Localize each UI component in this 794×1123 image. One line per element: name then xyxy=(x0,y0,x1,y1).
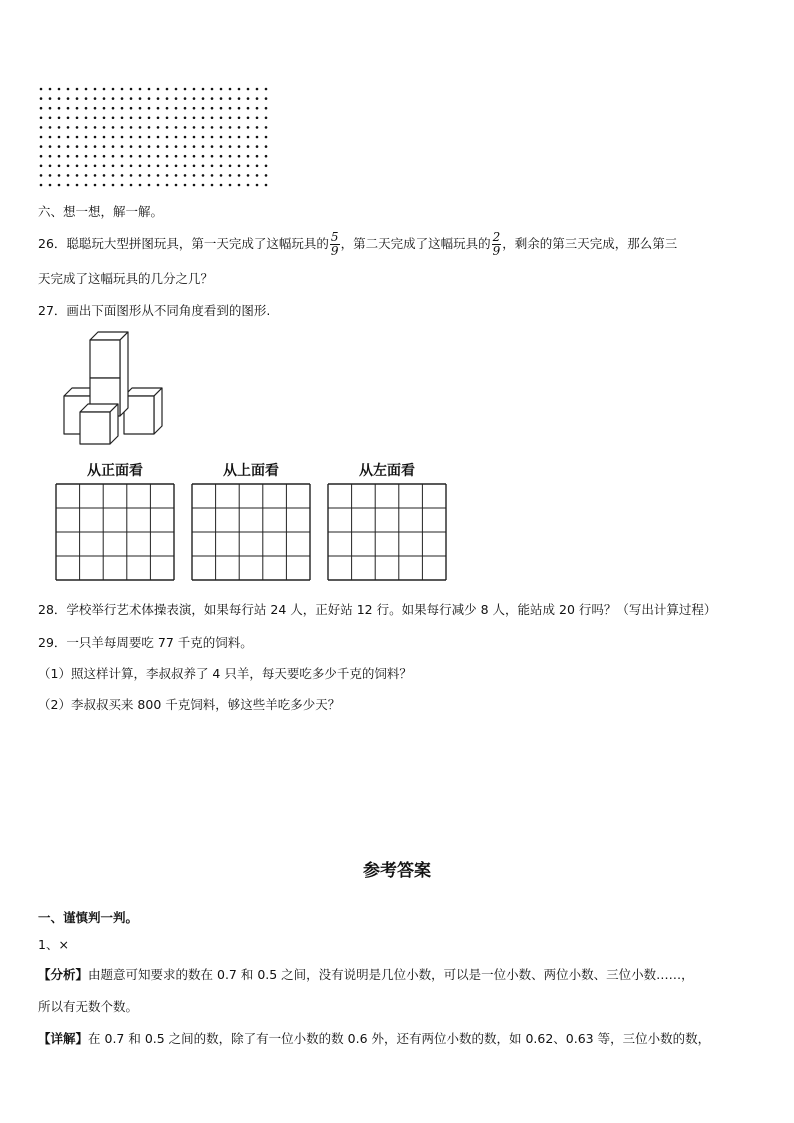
answers-title: 参考答案 xyxy=(363,861,431,881)
question-27: 27．画出下面图形从不同角度看到的图形. xyxy=(38,303,271,318)
view-label-top: 从上面看 xyxy=(223,463,279,479)
fraction-5-9 xyxy=(330,231,340,258)
question-28: 28．学校举行艺术体操表演，如果每行站 24 人，正好站 12 行。如果每行减少 8 人，能站成 20 行吗？（写出计算过程） xyxy=(38,602,717,617)
detail-tag: 【详解】 xyxy=(38,1031,89,1046)
frac1-numerator: 5 xyxy=(330,230,339,244)
view-label-front: 从正面看 xyxy=(87,463,143,479)
analysis-line2: 所以有无数个数。 xyxy=(38,999,139,1014)
dot-grid-icon xyxy=(38,86,274,192)
detail-line1 xyxy=(38,1030,710,1048)
detail-text: 在 0.7 和 0.5 之间的数，除了有一位小数的数 0.6 外，还有两位小数的数，如 0.62、0.63 等，三位小数的数， xyxy=(88,1031,711,1046)
fraction-2-9 xyxy=(492,231,502,258)
answer-item-1: 1、× xyxy=(38,937,69,952)
q26-middle: ，第二天完成了这幅玩具的 xyxy=(340,236,491,251)
q26-prefix: 26．聪聪玩大型拼图玩具，第一天完成了这幅玩具的 xyxy=(38,236,329,251)
question-29: 29．一只羊每周要吃 77 千克的饲料。 xyxy=(38,635,253,650)
question-29-sub2: （2）李叔叔买来 800 千克饲料，够这些羊吃多少天？ xyxy=(38,697,341,712)
answers-section-1: 一、谨慎判一判。 xyxy=(38,910,139,925)
q26-suffix: ，剩余的第三天完成，那么第三 xyxy=(502,236,678,251)
question-26-line2: 天完成了这幅玩具的几分之几？ xyxy=(38,271,214,286)
section-heading-6: 六、想一想，解一解。 xyxy=(38,204,164,219)
analysis-line1 xyxy=(38,966,694,984)
frac2-denominator: 9 xyxy=(492,244,501,258)
question-26-line1 xyxy=(38,230,677,258)
analysis-text: 由题意可知要求的数在 0.7 和 0.5 之间，没有说明是几位小数，可以是一位小数、两位小数、三位小数……， xyxy=(88,967,694,982)
front-view-grid[interactable] xyxy=(55,483,175,581)
frac1-denominator: 9 xyxy=(330,244,339,258)
left-view-grid[interactable] xyxy=(327,483,447,581)
view-label-left: 从左面看 xyxy=(359,463,415,479)
cube-figure-icon xyxy=(50,326,170,450)
frac2-numerator: 2 xyxy=(492,230,501,244)
analysis-tag: 【分析】 xyxy=(38,967,89,982)
top-view-grid[interactable] xyxy=(191,483,311,581)
question-29-sub1: （1）照这样计算，李叔叔养了 4 只羊，每天要吃多少千克的饲料？ xyxy=(38,666,412,681)
